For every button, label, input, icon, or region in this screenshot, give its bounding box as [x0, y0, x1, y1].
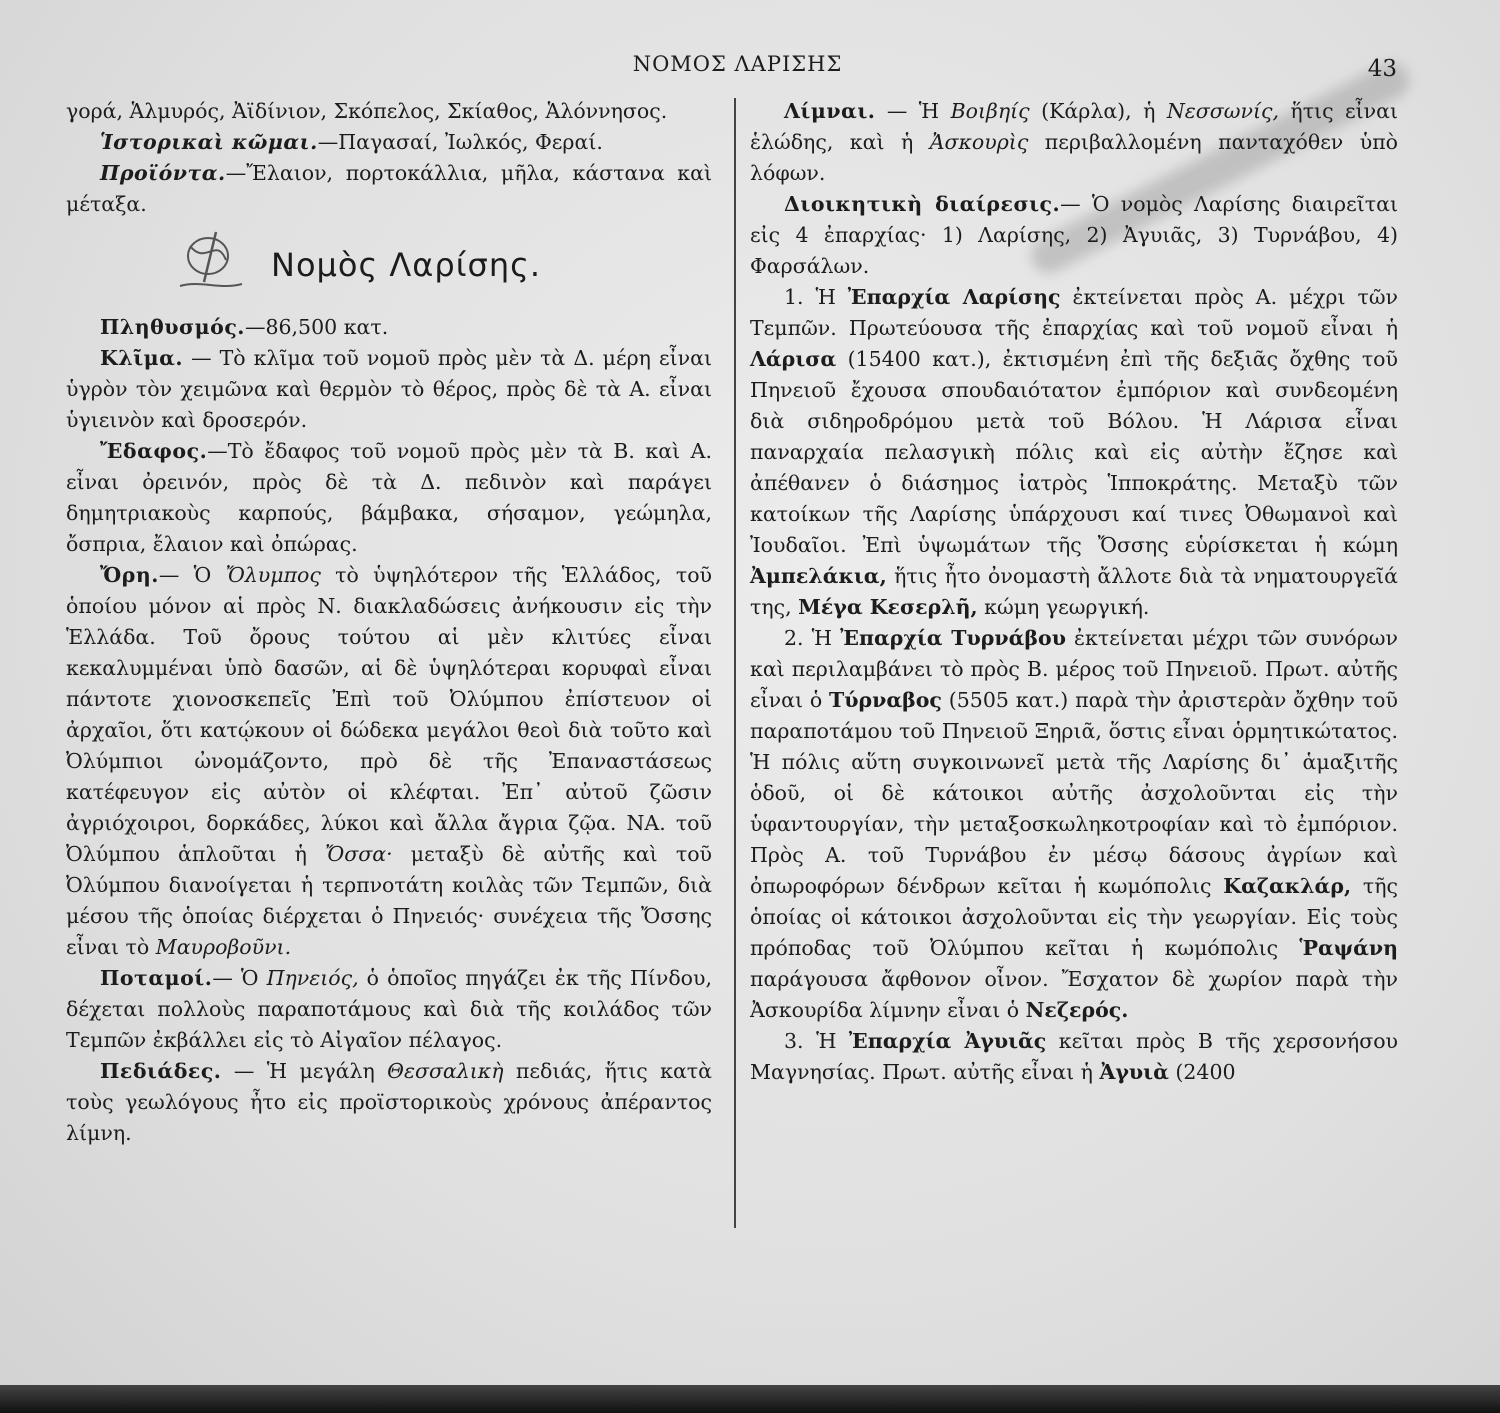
section-title: Νομὸς Λαρίσης.: [271, 246, 542, 284]
section-heading: [66, 220, 712, 312]
section-label: Ἔδαφος.: [100, 439, 208, 463]
right-column: [750, 96, 1398, 1088]
paragraph-soil: Ἔδαφος.—Τὸ ἔδαφος τοῦ νομοῦ πρὸς μὲν τὰ Β. καὶ Α. εἶναι ὀρεινόν, πρὸς δὲ τὰ Δ. πεδινὸν καὶ παράγει δημητριακοὺς καρπούς, βάμβακα, σήσαμον, γεώμηλα, ὄσπρια, ἔλαιον καὶ ὀπώρας.: [66, 439, 712, 556]
paragraph-administrative-division: Διοικητικὴ διαίρεσις.— Ὁ νομὸς Λαρίσης διαιρεῖται εἰς 4 ἐπαρχίας· 1) Λαρίσης, 2) Ἀγυιᾶς, 3) Τυρνάβου, 4) Φαρσάλων.: [750, 192, 1398, 278]
section-label: Προϊόντα.: [100, 161, 226, 185]
paragraph-plains: Πεδιάδες. — Ἡ μεγάλη Θεσσαλικὴ πεδιάς, ἥτις κατὰ τοὺς γεωλόγους ἦτο εἰς προϊστορικοὺς χρόνους ἀπέραντος λίμνη.: [66, 1059, 712, 1145]
scan-edge: [0, 1385, 1500, 1413]
section-label: Πληθυσμός.: [100, 315, 245, 339]
paragraph-mountains: Ὄρη.— Ὁ Ὄλυμπος τὸ ὑψηλότερον τῆς Ἑλλάδος, τοῦ ὁποίου μόνον αἱ πρὸς Ν. διακλαδώσεις ἀνήκουσιν εἰς τὴν Ἑλλάδα. Τοῦ ὄρους τούτου αἱ μὲν κλιτύες εἶναι κεκαλυμμέναι ὑπὸ δασῶν, αἱ δὲ ὑψηλότεραι κορυφαὶ εἶναι πάντοτε χιονοσκεπεῖς Ἐπὶ τοῦ Ὀλύμπου ἐπίστευον οἱ ἀρχαῖοι, ὅτι κατῴκουν οἱ δώδεκα μεγάλοι θεοὶ διὰ τοῦτο καὶ Ὀλύμπιοι ὠνομάζοντο, πρὸ δὲ τῆς Ἐπαναστάσεως κατέφευγον εἰς αὐτὸν οἱ κλέφται. Ἐπ᾽ αὐτοῦ ζῶσιν ἀγριόχοιροι, δορκάδες, λύκοι καὶ ἄλλα ἄγρια ζῷα. ΝΑ. τοῦ Ὀλύμπου ἁπλοῦται ἡ Ὄσσα· μεταξὺ δὲ αὐτῆς καὶ τοῦ Ὀλύμπου διανοίγεται ἡ τερπνοτάτη κοιλὰς τῶν Τεμπῶν, διὰ μέσου τῆς ὁποίας διέρχεται ὁ Πηνειός· συνέχεια τῆς Ὄσσης εἶναι τὸ Μαυροβοῦνι.: [66, 563, 713, 959]
column-divider: [734, 98, 736, 1228]
section-label: Ποταμοί.: [100, 966, 213, 990]
paragraph-lakes: Λίμναι. — Ἡ Βοιβηίς (Κάρλα), ἡ Νεσσωνίς, ἥτις εἶναι ἑλώδης, καὶ ἡ Ἀσκουρὶς περιβαλλομένη πανταχόθεν ὑπὸ λόφων.: [750, 99, 1399, 185]
paragraph-rivers: Ποταμοί.— Ὁ Πηνειός, ὁ ὁποῖος πηγάζει ἐκ τῆς Πίνδου, δέχεται πολλοὺς παραποτάμους καὶ διὰ τῆς κοιλάδος τῶν Τεμπῶν ἐκβάλλει εἰς τὸ Αἰγαῖον πέλαγος.: [66, 966, 712, 1052]
paragraph: γορά, Ἁλμυρός, Ἀϊδίνιον, Σκόπελος, Σκίαθος, Ἁλόννησος.: [66, 99, 668, 123]
left-column: [66, 96, 712, 1149]
section-label: Ἱστορικαὶ κῶμαι.: [100, 130, 318, 154]
page-number: 43: [1367, 56, 1397, 82]
paragraph-province-larisa: 1. Ἡ Ἐπαρχία Λαρίσης ἐκτείνεται πρὸς Α. μέχρι τῶν Τεμπῶν. Πρωτεύουσα τῆς ἐπαρχίας καὶ τοῦ νομοῦ εἶναι ἡ Λάρισα (15400 κατ.), ἐκτισμένη ἐπὶ τῆς δεξιᾶς ὄχθης τοῦ Πηνειοῦ ἔχουσα σπουδαιότατον ἐμπόριον καὶ συνδεομένη διὰ σιδηροδρόμου μετὰ τοῦ Βόλου. Ἡ Λάρισα εἶναι παναρχαία πελασγικὴ πόλις καὶ εἰς αὐτὴν ἔζησε καὶ ἀπέθανεν ὁ διάσημος ἰατρὸς Ἱπποκράτης. Μεταξὺ τῶν κατοίκων τῆς Λαρίσης ὑπάρχουσι καί τινες Ὀθωμανοὶ καὶ Ἰουδαῖοι. Ἐπὶ ὑψωμάτων τῆς Ὄσσης εὑρίσκεται ἡ κώμη Ἀμπελάκια, ἥτις ἦτο ὀνομαστὴ ἄλλοτε διὰ τὰ νηματουργεῖά της, Μέγα Κεσερλῆ, κώμη γεωργική.: [750, 285, 1398, 619]
paragraph-province-agyia: 3. Ἡ Ἐπαρχία Ἀγυιᾶς κεῖται πρὸς Β τῆς χερσονήσου Μαγνησίας. Πρωτ. αὐτῆς εἶναι ἡ Ἀγυιὰ (2400: [750, 1029, 1399, 1084]
paragraph-historic-villages: Ἱστορικαὶ κῶμαι.—Παγασαί, Ἰωλκός, Φεραί.: [100, 130, 603, 154]
section-label: Πεδιάδες.: [100, 1059, 222, 1083]
handwritten-mark-icon: [176, 226, 246, 298]
section-label: Κλῖμα.: [100, 346, 184, 370]
section-label: Διοικητικὴ διαίρεσις.: [784, 192, 1061, 216]
paragraph-population: Πληθυσμός.—86,500 κατ.: [100, 315, 389, 339]
section-label: Ὄρη.: [100, 563, 159, 587]
section-label: Λίμναι.: [784, 99, 876, 123]
paragraph-province-tyrnavos: 2. Ἡ Ἐπαρχία Τυρνάβου ἐκτείνεται μέχρι τῶν συνόρων καὶ περιλαμβάνει τὸ πρὸς Β. μέρος τοῦ Πηνειοῦ. Πρωτ. αὐτῆς εἶναι ὁ Τύρναβος (5505 κατ.) παρὰ τὴν ἀριστερὰν ὄχθην τοῦ παραποτάμου τοῦ Πηνειοῦ Ξηριᾶ, ὅστις εἶναι ὁρμητικώτατος. Ἡ πόλις αὕτη συγκοινωνεῖ μετὰ τῆς Λαρίσης δι᾽ ἁμαξιτῆς ὁδοῦ, οἱ δὲ κάτοικοι αὐτῆς ἀσχολοῦνται εἰς τὴν ὑφαντουργίαν, τὴν μεταξοσκωληκοτροφίαν καὶ τὸ ἐμπόριον. Πρὸς Α. τοῦ Τυρνάβου ἐν μέσῳ δάσους ἀγρίων καὶ ὀπωροφόρων δένδρων κεῖται ἡ κωμόπολις Καζακλάρ, τῆς ὁποίας οἱ κάτοικοι ἀσχολοῦνται εἰς τὴν γεωργίαν. Εἰς τοὺς πρόποδας τοῦ Ὀλύμπου κεῖται ἡ κωμόπολις Ῥαψάνη παράγουσα ἄφθονον οἶνον. Ἔσχατον δὲ χωρίον παρὰ τὴν Ἀσκουρίδα λίμνην εἶναι ὁ Νεζερός.: [750, 626, 1398, 1022]
running-title: ΝΟΜΟΣ ΛΑΡΙΣΗΣ: [632, 52, 843, 76]
paragraph-climate: Κλῖμα. — Τὸ κλῖμα τοῦ νομοῦ πρὸς μὲν τὰ Δ. μέρη εἶναι ὑγρὸν τὸν χειμῶνα καὶ θερμὸν τὸ θέρος, πρὸς δὲ τὰ Α. εἶναι ὑγιεινὸν καὶ δροσερόν.: [66, 346, 712, 432]
paragraph-products: Προϊόντα.—Ἔλαιον, πορτοκάλλια, μῆλα, κάστανα καὶ μέταξα.: [66, 161, 712, 216]
page-header: [0, 52, 1500, 86]
